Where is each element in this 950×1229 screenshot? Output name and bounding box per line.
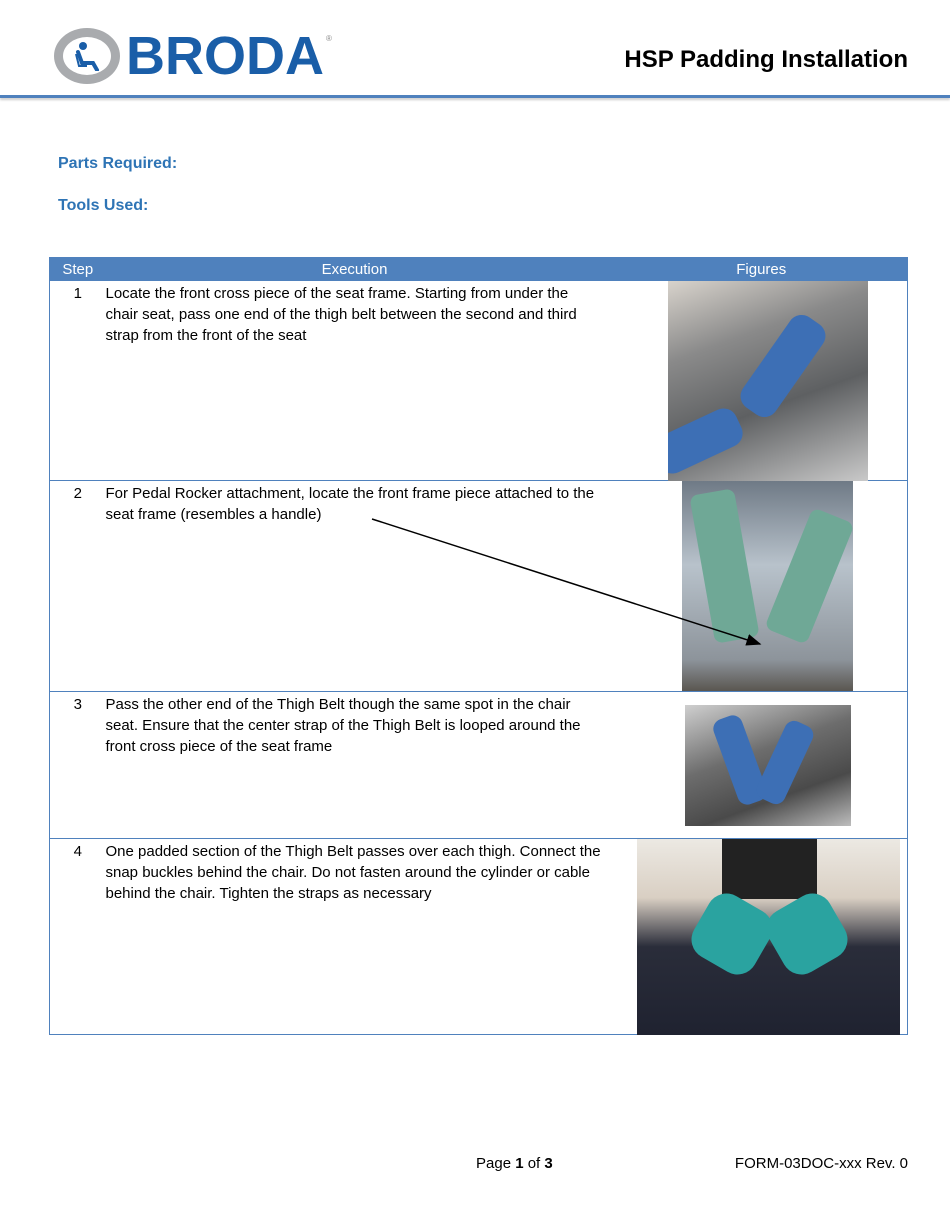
figure-cell (616, 281, 908, 481)
page-title: HSP Padding Installation (624, 46, 908, 73)
tools-used-label: Tools Used: (58, 197, 149, 214)
brand-name: BRODA (126, 26, 324, 86)
figure-photo-1 (668, 281, 868, 481)
table-row (50, 839, 908, 1035)
table-row (50, 481, 908, 692)
form-id: FORM-03DOC-xxx Rev. 0 (734, 1155, 908, 1172)
step-text: Pass the other end of the Thigh Belt though the same spot in the chair seat. Ensure that the center strap of the Thigh Belt is looped around the front cross piece of the seat frame (106, 692, 616, 839)
page-of: of (523, 1155, 545, 1172)
parts-required-label: Parts Required: (58, 155, 178, 172)
step-text: Locate the front cross piece of the seat frame. Starting from under the chair seat, pass one end of the thigh belt between the second and third strap from the front of the seat (106, 281, 616, 481)
table-row (50, 281, 908, 481)
step-number: 2 (50, 481, 106, 692)
seated-person-icon (73, 41, 101, 71)
figure-photo-4 (637, 839, 900, 1035)
logo-ring (54, 28, 120, 84)
table-header (50, 258, 908, 281)
brand-logo (54, 26, 332, 86)
step-number: 4 (50, 839, 106, 1035)
table-row (50, 692, 908, 839)
figure-cell (616, 839, 908, 1035)
total-pages: 3 (544, 1155, 553, 1172)
step-text: One padded section of the Thigh Belt passes over each thigh. Connect the snap buckles behind the chair. Do not fasten around the cylinder or cable behind the chair. Tighten the straps as necessary (106, 839, 616, 1035)
step-number: 1 (50, 281, 106, 481)
page-prefix: Page (476, 1155, 516, 1172)
step-text: For Pedal Rocker attachment, locate the front frame piece attached to the seat frame (resembles a handle) (106, 481, 616, 692)
header-divider (0, 95, 950, 98)
figure-cell (616, 692, 908, 839)
page-number (476, 1155, 553, 1172)
figure-cell (616, 481, 908, 692)
steps-table (49, 257, 908, 1035)
registered-mark: ® (326, 34, 332, 43)
step-number: 3 (50, 692, 106, 839)
current-page: 1 (515, 1155, 524, 1172)
header-step: Step (50, 258, 106, 281)
header-execution: Execution (106, 258, 616, 281)
figure-photo-2 (682, 481, 853, 691)
header-figures: Figures (616, 258, 908, 281)
figure-photo-3 (685, 705, 851, 826)
